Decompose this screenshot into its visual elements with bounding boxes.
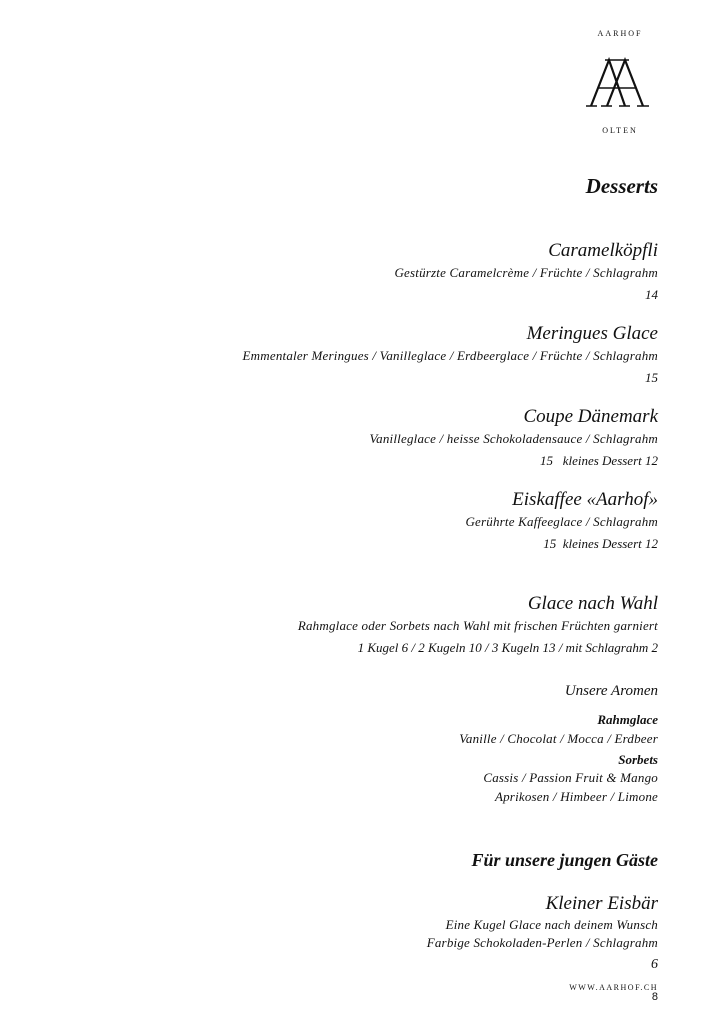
- brand-name: AARHOF: [597, 29, 643, 38]
- aromen-title: Unsere Aromen: [564, 683, 658, 699]
- item-name: Coupe Dänemark: [523, 406, 658, 427]
- sorbets-title: Sorbets: [618, 752, 658, 767]
- glace-price: 1 Kugel 6 / 2 Kugeln 10 / 3 Kugeln 13 / mit Schlagrahm 2: [357, 640, 658, 655]
- item-desc: Gestürzte Caramelcrème / Früchte / Schlagrahm: [394, 265, 658, 280]
- aarhof-logo: [585, 56, 651, 110]
- rahmglace-title: Rahmglace: [597, 712, 658, 727]
- item-price: 15 kleines Dessert 12: [543, 536, 658, 551]
- page-number: 8: [651, 991, 658, 1003]
- item-desc: Emmentaler Meringues / Vanilleglace / Erdbeerglace / Früchte / Schlagrahm: [242, 348, 658, 363]
- item-desc: Gerührte Kaffeeglace / Schlagrahm: [465, 514, 658, 529]
- rahmglace-flavors: Vanille / Chocolat / Mocca / Erdbeer: [459, 731, 658, 746]
- kids-item-price: 6: [651, 957, 658, 972]
- glace-desc: Rahmglace oder Sorbets nach Wahl mit frischen Früchten garniert: [297, 618, 658, 633]
- item-name: Caramelköpfli: [548, 240, 658, 261]
- page-title: Desserts: [585, 174, 658, 198]
- sorbets-flavors: Aprikosen / Himbeer / Limone: [494, 789, 658, 804]
- item-name: Meringues Glace: [526, 323, 658, 344]
- sorbets-flavors: Cassis / Passion Fruit & Mango: [483, 770, 658, 785]
- brand-city: OLTEN: [602, 126, 638, 135]
- kids-item-name: Kleiner Eisbär: [545, 893, 658, 914]
- item-price: 15: [645, 370, 658, 385]
- glace-name: Glace nach Wahl: [527, 593, 658, 614]
- kids-item-desc: Farbige Schokoladen-Perlen / Schlagrahm: [426, 935, 658, 950]
- kids-item-desc: Eine Kugel Glace nach deinem Wunsch: [445, 917, 658, 932]
- item-price: 14: [645, 287, 658, 302]
- item-name: Eiskaffee «Aarhof»: [512, 489, 658, 510]
- kids-section-title: Für unsere jungen Gäste: [471, 850, 658, 870]
- item-price: 15 kleines Dessert 12: [539, 453, 658, 468]
- website: WWW.AARHOF.CH: [569, 983, 658, 992]
- item-desc: Vanilleglace / heisse Schokoladensauce / Schlagrahm: [369, 431, 658, 446]
